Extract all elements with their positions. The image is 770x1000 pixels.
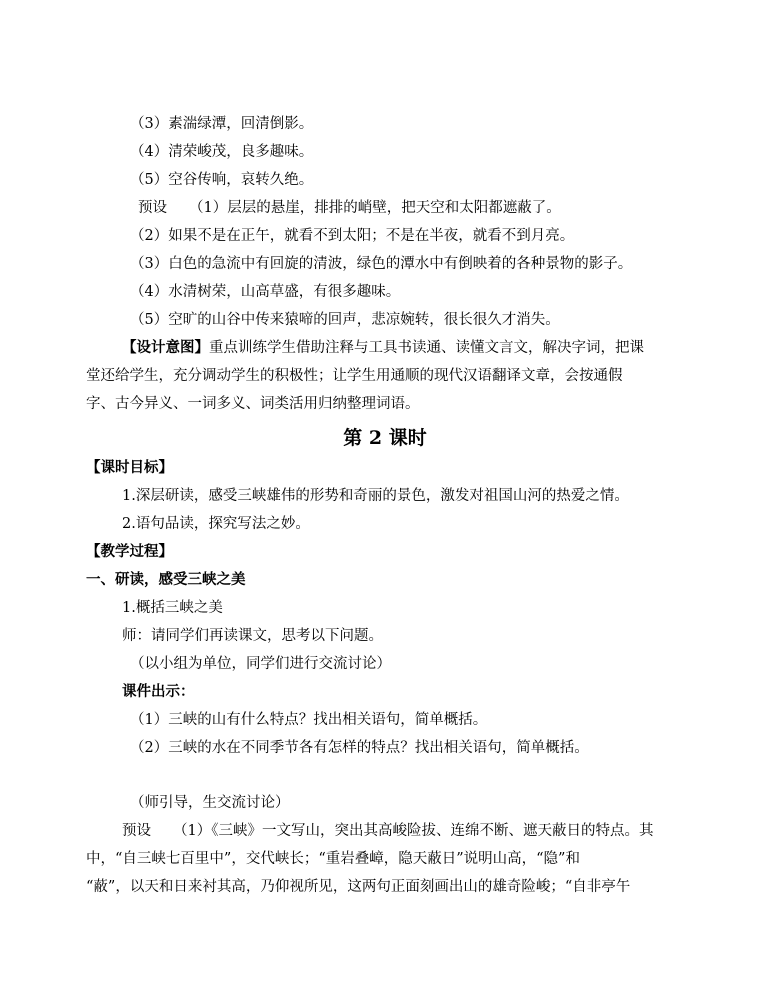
translation-item-3: （3）素湍绿潭，回清倒影。 [130,116,314,132]
goal-1: 1.深层研读，感受三峡雄伟的形势和奇丽的景色，激发对祖国山河的热爱之情。 [122,488,629,504]
preset-3-line: （3）白色的急流中有回旋的清波，绿色的潭水中有倒映着的各种景物的影子。 [130,256,633,272]
preset-1-line [138,198,561,218]
courseware-label: 课件出示： [122,683,195,700]
design-intent-text-1: 重点训练学生借助注释与工具书读通、读懂文言文，解决字词，把课 [209,340,644,356]
goals-heading: 【课时目标】 [86,459,173,476]
answer-line-2: 中，“自三峡七百里中”，交代峡长；“重岩叠嶂，隐天蔽日”说明山高，“隐”和 [86,851,580,867]
answer-text-1: （1）《三峡》一文写山，突出其高峻险拔、连绵不断、遮天蔽日的特点。其 [173,823,654,839]
answer-line-3: “蔽”，以天和日来衬其高，乃仰视所见，这两句正面刻画出山的雄奇险峻；“自非亭午 [86,879,631,895]
preset-5-line: （5）空旷的山谷中传来猿啼的回声，悲凉婉转，很长很久才消失。 [130,312,560,328]
preset-4-line: （4）水清树荣，山高草盛，有很多趣味。 [130,284,401,300]
guide-note: （师引导，生交流讨论） [130,795,290,811]
design-intent-line-1 [122,338,644,358]
translation-item-5: （5）空谷传响，哀转久绝。 [130,172,314,188]
answer-line-1 [122,821,653,841]
preset-1-text: （1）层层的悬崖，排排的峭壁，把天空和太阳都遮蔽了。 [189,200,561,216]
group-note: （以小组为单位，同学们进行交流讨论） [130,656,391,672]
goal-2: 2.语句品读，探究写法之妙。 [122,516,310,532]
part-1-heading: 一、研读，感受三峡之美 [86,571,246,588]
translation-item-4: （4）清荣峻茂，良多趣味。 [130,144,314,160]
preset-2-line: （2）如果不是在正午，就看不到太阳；不是在半夜，就看不到月亮。 [130,228,575,244]
process-heading: 【教学过程】 [86,543,173,560]
teacher-prompt: 师：请同学们再读课文，思考以下问题。 [122,628,383,644]
preset-label-2: 预设 [122,823,151,839]
design-intent-line-2: 堂还给学生，充分调动学生的积极性；让学生用通顺的现代汉语翻译文章，会按通假 [86,368,623,384]
question-1: （1）三峡的山有什么特点？找出相关语句，简单概括。 [130,712,488,728]
lesson-title: 第 2 课时 [343,427,427,449]
step-1: 1.概括三峡之美 [122,600,223,616]
design-intent-label: 【设计意图】 [122,339,209,356]
question-2: （2）三峡的水在不同季节各有怎样的特点？找出相关语句，简单概括。 [130,740,589,756]
preset-label: 预设 [138,200,167,216]
design-intent-line-3: 字、古今异义、一词多义、词类活用归纳整理词语。 [86,396,420,412]
